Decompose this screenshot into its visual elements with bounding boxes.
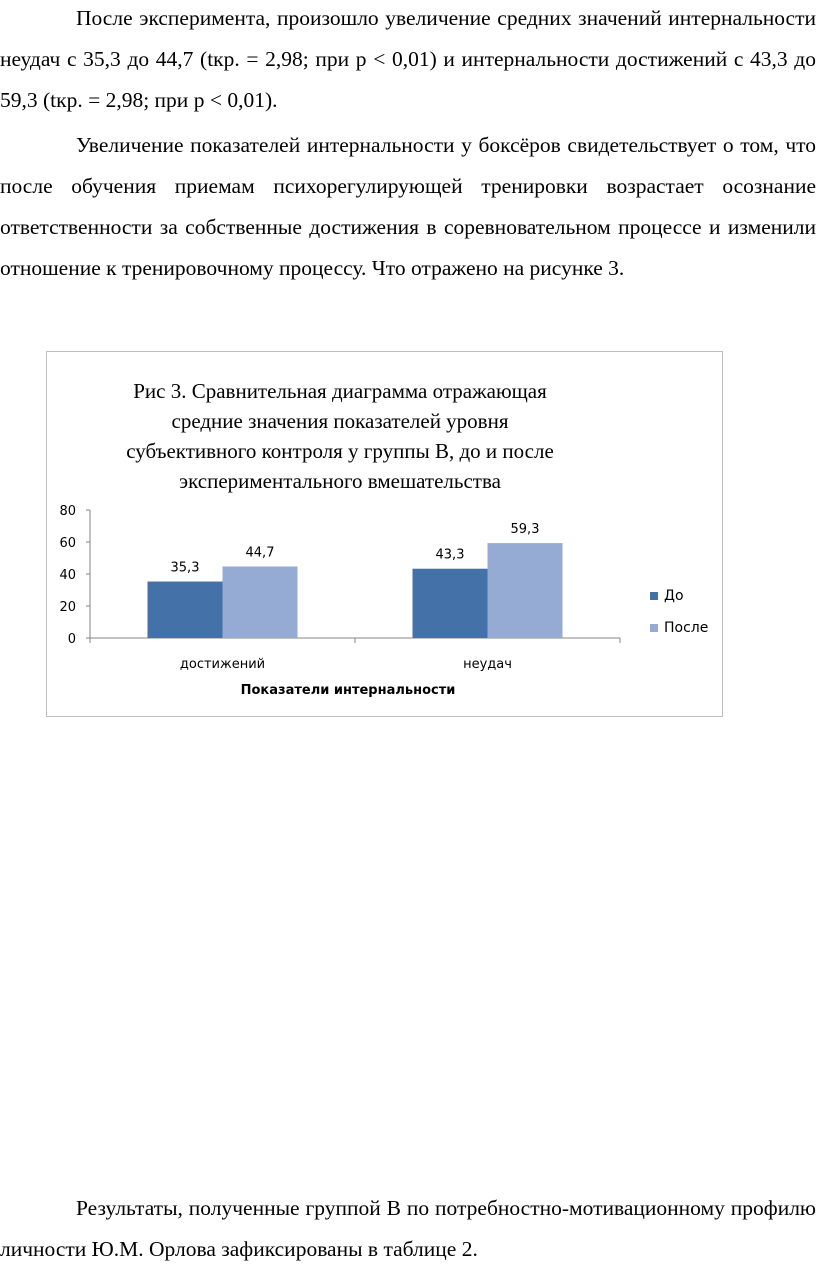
x-tick-label: неудач [463,657,512,672]
x-axis-title: Показатели интернальности [240,683,456,698]
y-tick-label: 20 [59,600,76,615]
bar-chart [47,352,721,715]
data-label: 35,3 [170,560,200,576]
y-tick-label: 60 [59,536,76,551]
legend-swatch-posle [650,624,658,632]
bar [413,569,488,638]
bar [488,543,563,638]
data-label: 43,3 [435,547,465,563]
legend-swatch-do [650,592,658,600]
bar [148,582,223,638]
data-label: 44,7 [245,545,275,561]
legend-label-posle: После [664,620,709,636]
y-tick-label: 0 [67,632,76,647]
bar [223,566,298,638]
chart-legend [650,580,708,644]
data-label: 59,3 [510,522,540,538]
legend-item-do [650,580,708,612]
paragraph-table-reference: Результаты, полученные группой В по потребностно-мотивационному профилю личности Ю.М. Орлова зафиксированы в таблице 2. [0,1196,816,1261]
legend-item-posle [650,612,708,644]
paragraph-results: После эксперимента, произошло увеличение средних значений интернальности неудач с 35,3 до 44,7 (tкр. = 2,98; при p < 0,01) и интернальности достижений с 43,3 до 59,3 (tкр. = 2,98; при p < 0,01). [0,6,816,112]
paragraph-interpretation: Увеличение показателей интернальности у боксёров свидетельствует о том, что после обучения приемам психорегулирующей тренировки возрастает осознание ответственности за собственные достижения в соревновательном процессе и изменили отношение к тренировочному процессу. Что отражено на рисунке 3. [0,133,816,280]
y-tick-label: 80 [59,504,76,519]
chart-container [46,351,723,717]
chart-title: Рис 3. Сравнительная диаграмма отражающая средние значения показателей уровня субъективного контроля у группы В, до и после экспериментального вмешательства [126,379,554,493]
legend-label-do: До [664,588,684,604]
y-tick-label: 40 [59,568,76,583]
x-tick-label: достижений [179,657,266,672]
